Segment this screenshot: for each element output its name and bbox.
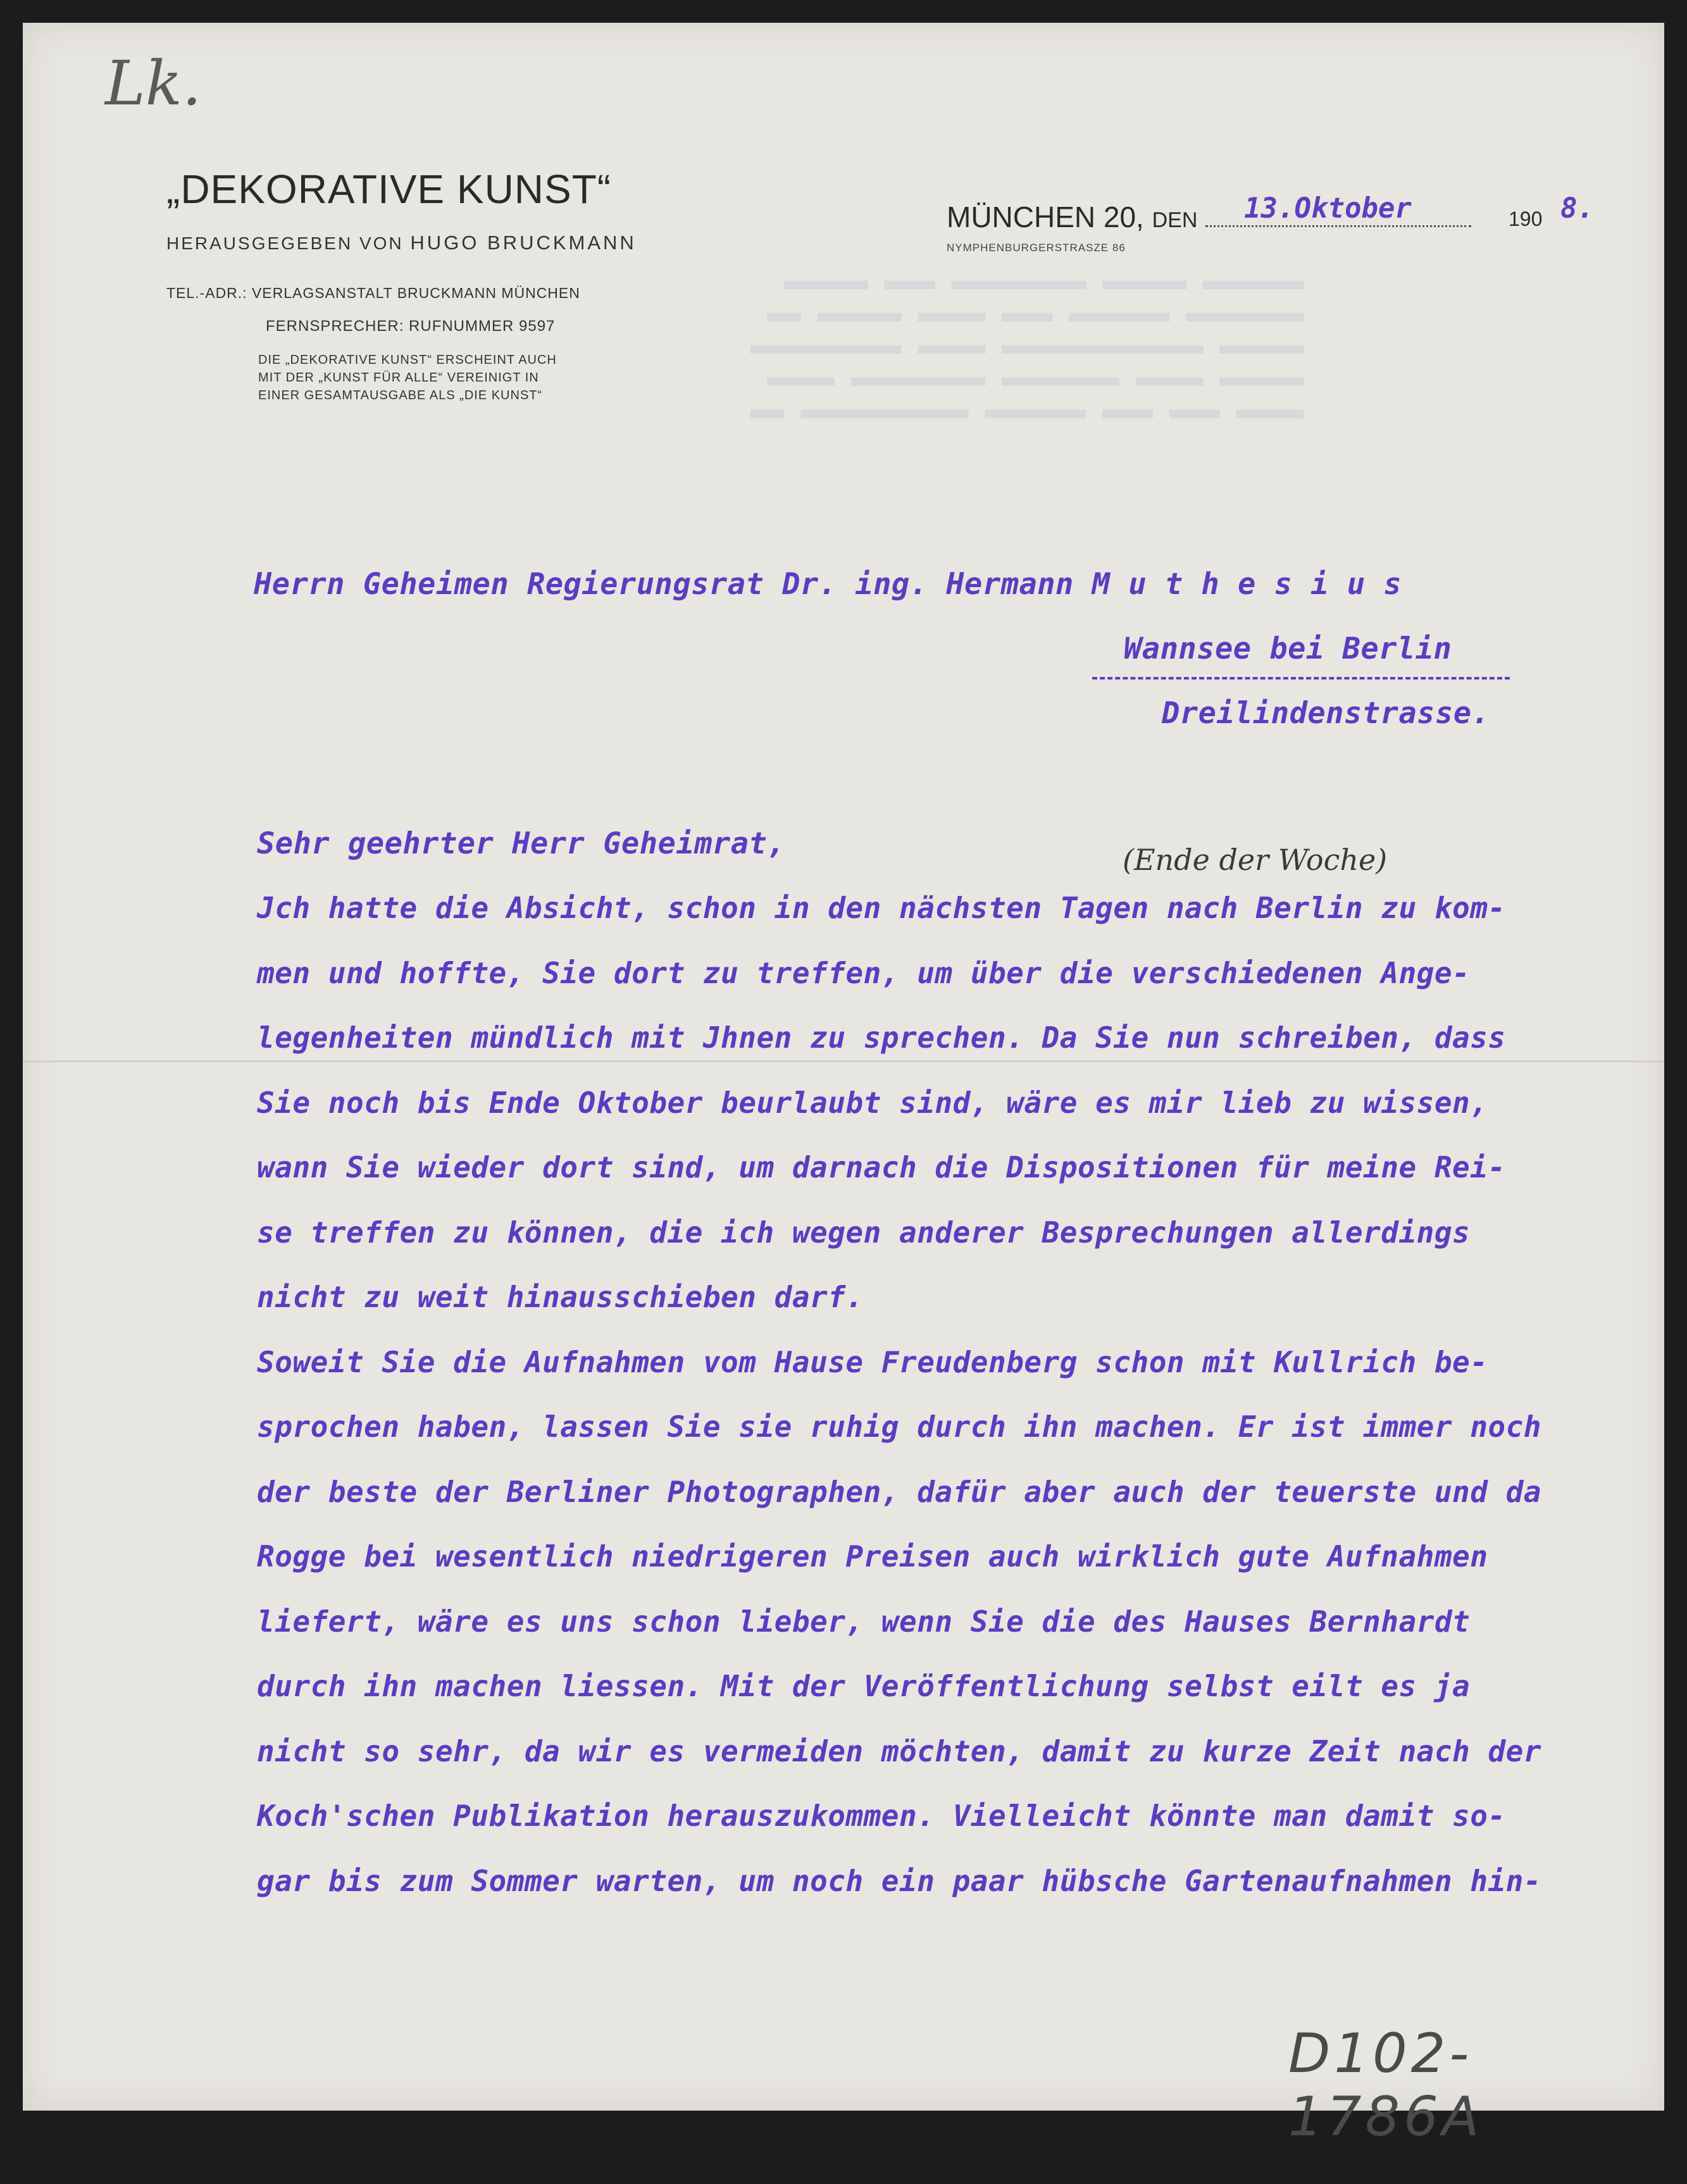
recipient-street: Dreilindenstrasse.	[1162, 696, 1490, 731]
publisher-name: HUGO BRUCKMANN	[410, 232, 637, 254]
publication-notice-line: DIE „DEKORATIVE KUNST“ ERSCHEINT AUCH	[258, 353, 557, 367]
body-line: nicht so sehr, da wir es vermeiden möchten, damit zu kurze Zeit nach der	[257, 1734, 1541, 1768]
publisher-line	[166, 232, 637, 254]
publication-notice-line: MIT DER „KUNST FÜR ALLE“ VEREINIGT IN	[258, 371, 539, 385]
publication-notice-line: EINER GESAMTAUSGABE ALS „DIE KUNST“	[258, 388, 543, 402]
handwritten-note: (Ende der Woche)	[1123, 843, 1388, 877]
body-line: se treffen zu können, die ich wegen anderer Besprechungen allerdings	[257, 1215, 1471, 1250]
city-name: MÜNCHEN 20,	[947, 201, 1144, 233]
body-line: Sie noch bis Ende Oktober beurlaubt sind, wäre es mir lieb zu wissen,	[257, 1085, 1488, 1120]
address-underline	[1092, 677, 1510, 682]
body-line: durch ihn machen liessen. Mit der Veröffentlichung selbst eilt es ja	[257, 1669, 1471, 1703]
body-line: wann Sie wieder dort sind, um darnach die Dispositionen für meine Rei-	[257, 1150, 1506, 1184]
telegraph-address: TEL.-ADR.: VERLAGSANSTALT BRUCKMANN MÜNCHEN	[166, 285, 580, 301]
show-through-texture: ▂▂▂▂▂▂ ▂▂▂▂▂ ▂▂▂▂▂▂▂▂ ▂▂▂ ▂▂▂▂▂ ▂▂▂▂▂▂▂ ▂▂▂▂▂▂ ▂▂▂ ▂▂▂▂ ▂▂▂▂▂ ▂▂ ▂▂▂▂▂ ▂▂▂▂▂▂▂▂▂▂▂▂ ▂▂▂▂ ▂▂▂▂▂▂▂▂▂ ▂▂▂▂▂ ▂▂▂▂ ▂▂▂▂▂▂▂ ▂▂▂▂▂▂▂▂ ▂▂▂▂ ▂▂▂▂ ▂▂▂ ▂▂▂ ▂▂▂▂▂▂ ▂▂▂▂▂▂▂▂▂▂ ▂▂	[750, 257, 1304, 418]
street-address: NYMPHENBURGERSTRASZE 86	[947, 242, 1126, 254]
body-line: sprochen haben, lassen Sie sie ruhig durch ihn machen. Er ist immer noch	[257, 1410, 1541, 1444]
body-line: der beste der Berliner Photographen, dafür aber auch der teuerste und da	[257, 1474, 1541, 1509]
typed-year-digit: 8.	[1560, 192, 1594, 225]
archive-number: D102-1786A	[1288, 2022, 1483, 2149]
body-line: Koch'schen Publikation herauszukommen. Vielleicht könnte man damit so-	[257, 1799, 1506, 1833]
date-prefix: DEN	[1152, 208, 1198, 232]
typed-date: 13.Oktober	[1244, 192, 1412, 225]
body-line: men und hoffte, Sie dort zu treffen, um über die verschiedenen Ange-	[257, 955, 1471, 990]
salutation: Sehr geehrter Herr Geheimrat,	[257, 826, 786, 861]
paper-fold	[23, 1060, 1664, 1062]
phone-number: FERNSPRECHER: RUFNUMMER 9597	[266, 318, 556, 335]
body-line: legenheiten mündlich mit Jhnen zu sprechen. Da Sie nun schreiben, dass	[257, 1021, 1506, 1055]
masthead-title: „DEKORATIVE KUNST“	[166, 166, 612, 212]
body-line: liefert, wäre es uns schon lieber, wenn Sie die des Hauses Bernhardt	[257, 1604, 1471, 1639]
body-line: Jch hatte die Absicht, schon in den nächsten Tagen nach Berlin zu kom-	[257, 891, 1506, 925]
body-line: Soweit Sie die Aufnahmen vom Hause Freudenberg schon mit Kullrich be-	[257, 1344, 1488, 1379]
year-prefix: 190	[1509, 208, 1543, 230]
publisher-prefix: HERAUSGEGEBEN VON	[166, 233, 404, 253]
body-line: nicht zu weit hinausschieben darf.	[257, 1280, 864, 1314]
body-line: gar bis zum Sommer warten, um noch ein paar hübsche Gartenaufnahmen hin-	[257, 1863, 1541, 1898]
recipient-city: Wannsee bei Berlin	[1124, 631, 1452, 666]
letter-page	[23, 23, 1664, 2149]
pencil-initials: Lk.	[105, 48, 202, 119]
body-line: Rogge bei wesentlich niedrigeren Preisen auch wirklich gute Aufnahmen	[257, 1539, 1488, 1573]
recipient-name: Herrn Geheimen Regierungsrat Dr. ing. Hermann M u t h e s i u s	[254, 567, 1402, 602]
